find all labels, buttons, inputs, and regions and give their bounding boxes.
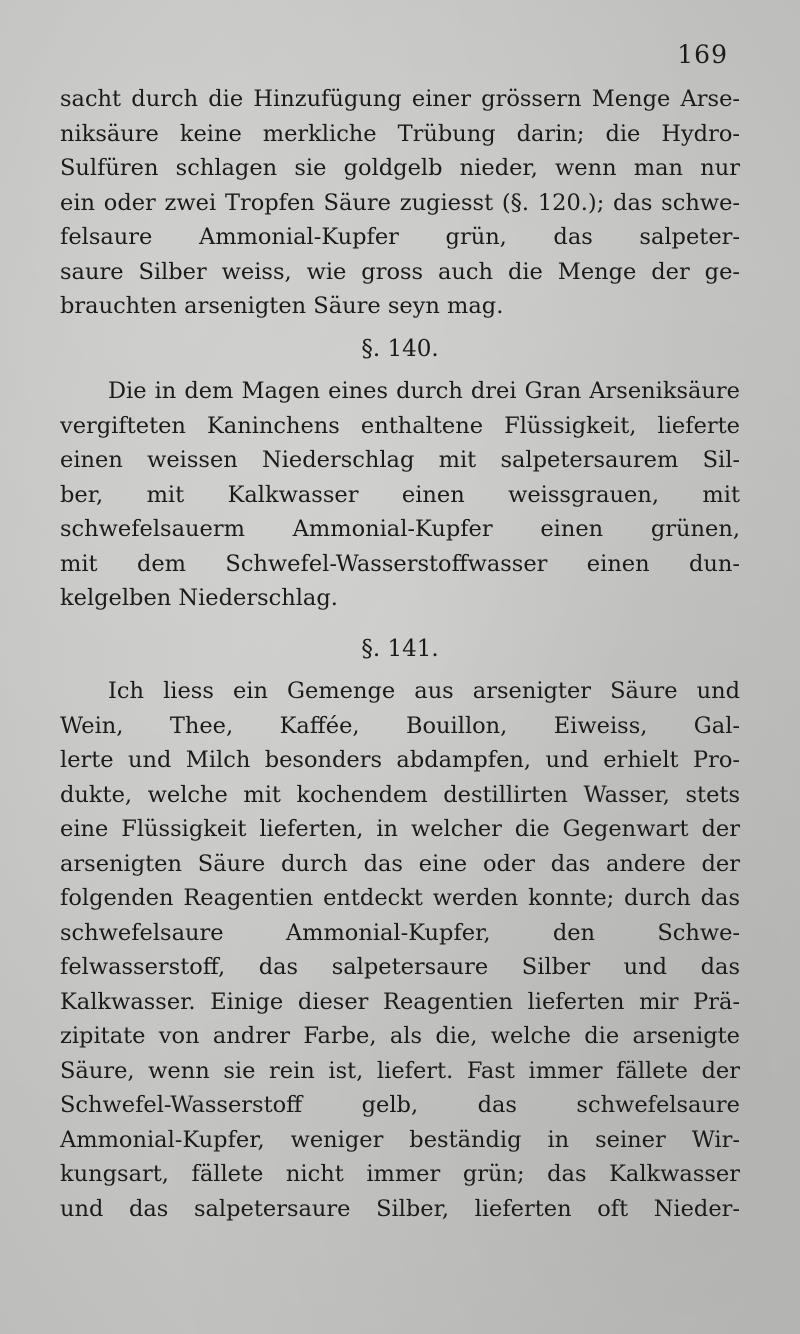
text-line: arsenigten Säure durch das eine oder das andere der	[60, 850, 740, 877]
text-line: niksäure keine merkliche Trübung darin; die Hydro-	[60, 120, 740, 147]
text-line: sacht durch die Hinzufügung einer grössern Menge Arse-	[60, 86, 740, 112]
text-line: mit dem Schwefel-Wasserstoffwasser einen dun-	[60, 550, 740, 577]
text-line: Kalkwasser. Einige dieser Reagentien lieferten mir Prä-	[60, 988, 740, 1015]
text-line: Schwefel-Wasserstoff gelb, das schwefelsaure	[60, 1092, 740, 1118]
text-line: schwefelsauerm Ammonial-Kupfer einen grünen,	[60, 516, 740, 542]
text-line: Ammonial-Kupfer, weniger beständig in seiner Wir-	[60, 1126, 740, 1153]
text-line: dukte, welche mit kochendem destillirten Wasser, stets	[60, 781, 740, 808]
text-line: saure Silber weiss, wie gross auch die Menge der ge-	[60, 258, 740, 285]
text-line: Sulfüren schlagen sie goldgelb nieder, wenn man nur	[60, 155, 740, 181]
paragraph-continuation	[60, 82, 740, 324]
text-line: zipitate von andrer Farbe, als die, welche die arsenigte	[60, 1023, 740, 1049]
text-line: ein oder zwei Tropfen Säure zugiesst (§. 120.); das schwe-	[60, 189, 740, 216]
section-heading-140: §. 140.	[361, 336, 439, 362]
text-line: schwefelsaure Ammonial-Kupfer, den Schwe-	[60, 919, 740, 946]
text-line: kungsart, fällete nicht immer grün; das Kalkwasser	[60, 1161, 740, 1187]
text-line: ber, mit Kalkwasser einen weissgrauen, mit	[60, 481, 740, 508]
text-line: eine Flüssigkeit lieferten, in welcher die Gegenwart der	[60, 816, 740, 842]
text-line: lerte und Milch besonders abdampfen, und erhielt Pro-	[60, 747, 740, 773]
text-line: Wein, Thee, Kaffée, Bouillon, Eiweiss, Gal-	[60, 712, 740, 739]
text-line: einen weissen Niederschlag mit salpetersaurem Sil-	[60, 447, 740, 473]
text-line: felwasserstoff, das salpetersaure Silber und das	[60, 954, 740, 980]
text-line: Die in dem Magen eines durch drei Gran Arseniksäure	[108, 378, 740, 404]
text-line: kelgelben Niederschlag.	[60, 585, 338, 611]
text-line: und das salpetersaure Silber, lieferten oft Nieder-	[60, 1195, 740, 1222]
text-line: brauchten arsenigten Säure seyn mag.	[60, 293, 504, 319]
text-line: vergifteten Kaninchens enthaltene Flüssigkeit, lieferte	[60, 412, 740, 439]
paragraph-section-140	[60, 374, 740, 616]
text-line: Säure, wenn sie rein ist, liefert. Fast immer fällete der	[60, 1057, 740, 1084]
page-number: 169	[677, 40, 728, 69]
text-line: folgenden Reagentien entdeckt werden konnte; durch das	[60, 885, 740, 911]
paragraph-section-141	[60, 674, 740, 1226]
section-heading-141: §. 141.	[361, 636, 439, 662]
text-line: Ich liess ein Gemenge aus arsenigter Säure und	[108, 678, 740, 704]
text-line: felsaure Ammonial-Kupfer grün, das salpeter-	[60, 224, 740, 250]
